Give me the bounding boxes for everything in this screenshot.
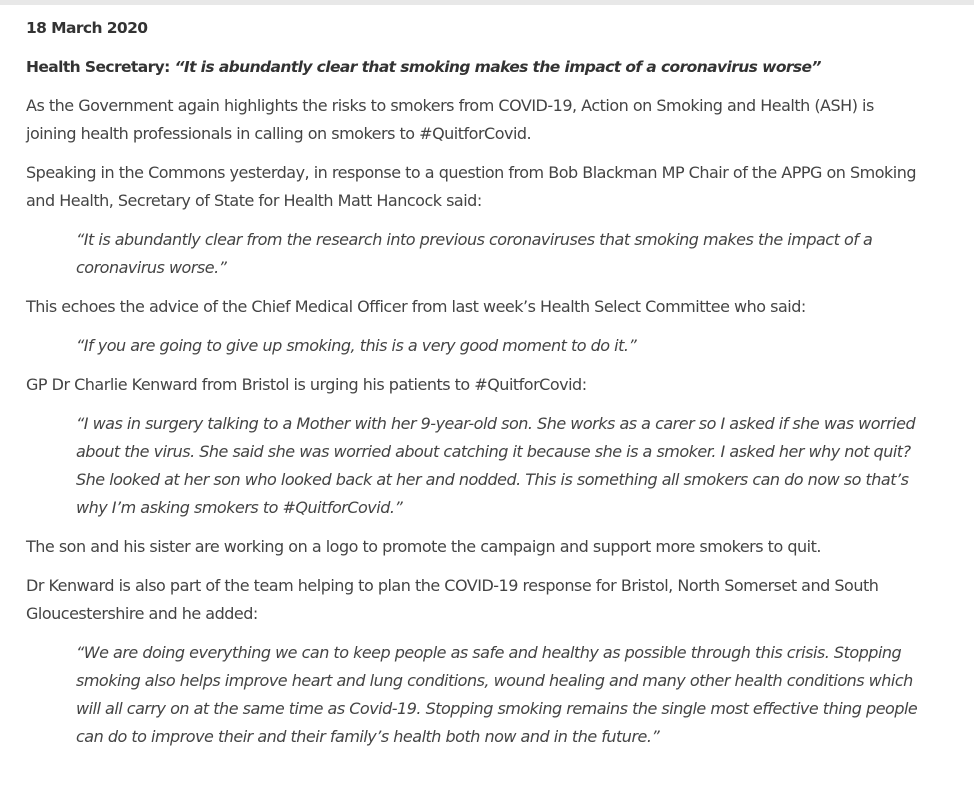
- paragraph-logo: The son and his sister are working on a logo to promote the campaign and support more smokers to quit.: [26, 537, 821, 556]
- quote-kenward-surgery: “I was in surgery talking to a Mother with her 9-year-old son. She works as a carer so I asked if she was worried about the virus. She said she was worried about catching it because she is a smoker. I asked her why not quit? She looked at her son who looked back at her and nodded. This is something all smokers can do now so that’s why I’m asking smokers to #QuitforCovid.”: [76, 414, 916, 517]
- quote-hancock: “It is abundantly clear from the research into previous coronaviruses that smoking makes the impact of a coronavirus worse.”: [76, 230, 873, 277]
- paragraph-intro: As the Government again highlights the risks to smokers from COVID-19, Action on Smoking and Health (ASH) is joining health professionals in calling on smokers to #QuitforCovid.: [26, 96, 874, 143]
- top-divider: [0, 0, 974, 5]
- paragraph-cmo: This echoes the advice of the Chief Medical Officer from last week’s Health Select Committee who said:: [26, 297, 806, 316]
- article-date: 18 March 2020: [26, 19, 148, 37]
- article-body: [26, 14, 926, 762]
- headline-label: Health Secretary:: [26, 58, 170, 76]
- paragraph-team: Dr Kenward is also part of the team helping to plan the COVID-19 response for Bristol, North Somerset and South Gloucestershire and he added:: [26, 576, 879, 623]
- article-headline: [26, 53, 926, 81]
- paragraph-kenward: GP Dr Charlie Kenward from Bristol is urging his patients to #QuitforCovid:: [26, 375, 587, 394]
- paragraph-commons: Speaking in the Commons yesterday, in response to a question from Bob Blackman MP Chair of the APPG on Smoking and Health, Secretary of State for Health Matt Hancock said:: [26, 163, 917, 210]
- quote-cmo: “If you are going to give up smoking, this is a very good moment to do it.”: [76, 336, 637, 355]
- headline-quote: “It is abundantly clear that smoking makes the impact of a coronavirus worse”: [174, 58, 821, 76]
- quote-kenward-crisis: “We are doing everything we can to keep people as safe and healthy as possible through this crisis. Stopping smoking also helps improve heart and lung conditions, wound healing and many other health conditions which will all carry on at the same time as Covid-19. Stopping smoking remains the single most effective thing people can do to improve their and their family’s health both now and in the future.”: [76, 643, 918, 746]
